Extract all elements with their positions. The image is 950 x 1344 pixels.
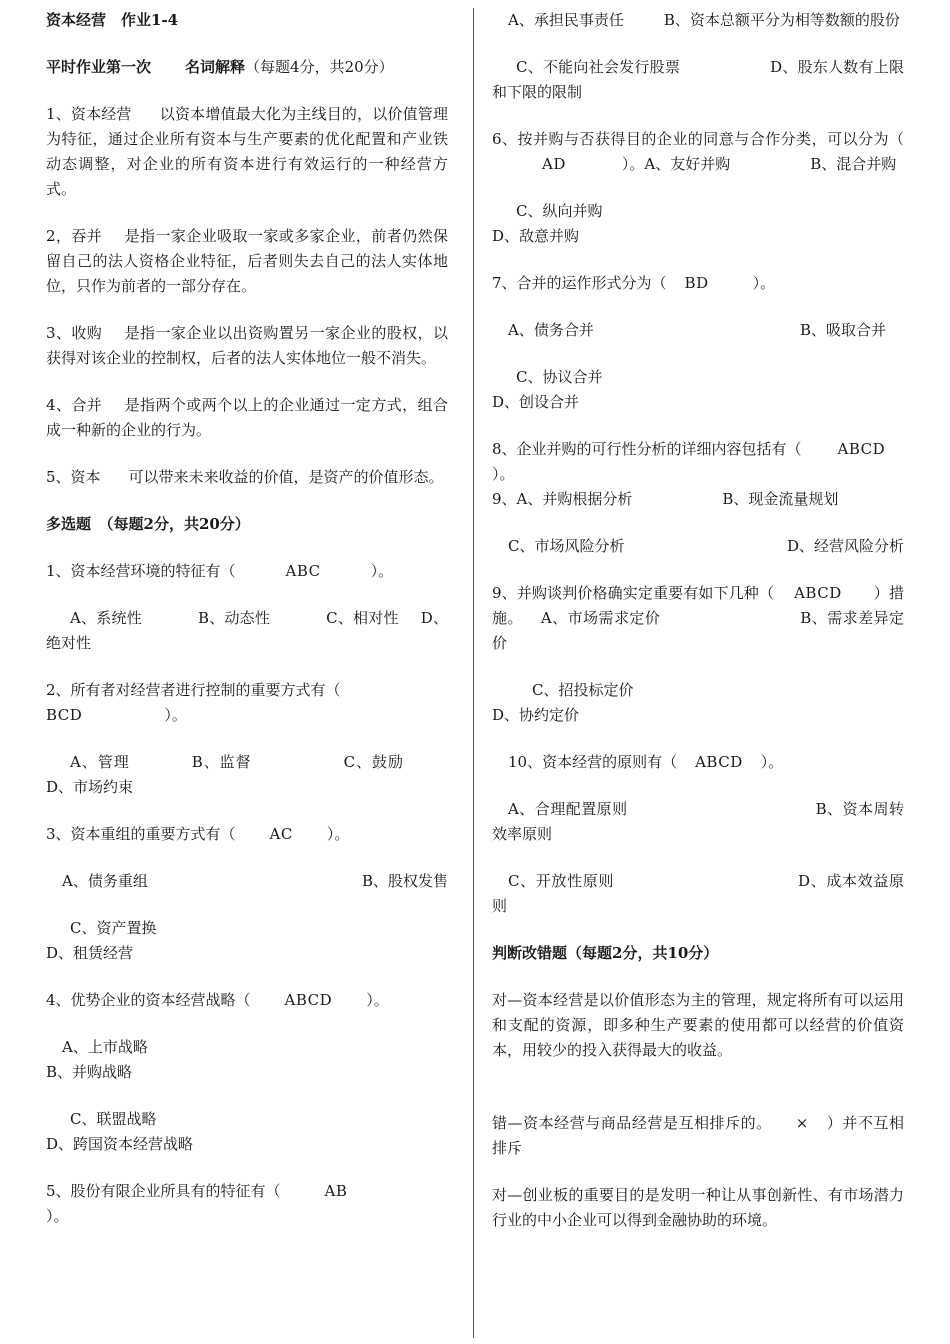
wrong-mark: ×: [795, 1114, 809, 1132]
question-1-options: A、系统性 B、动态性 C、相对性 D、绝对性: [46, 609, 448, 652]
judgment-3: 对—创业板的重要目的是发明一种让从事创新性、有市场潜力行业的中小企业可以得到金融协助的环境。: [492, 1186, 904, 1229]
definition-4: 4、合并 是指两个或两个以上的企业通过一定方式，组合成一种新的企业的行为。: [46, 396, 448, 439]
section2-heading: 多选题 （每题2分，共20分）: [46, 515, 250, 533]
left-column: [46, 8, 448, 1251]
question-4-options-ab: A、上市战略 B、并购战略: [46, 1038, 148, 1081]
question-8-options-cd: C、市场风险分析 D、经营风险分析: [508, 537, 904, 555]
question-9-options-cd: C、招投标定价 D、协约定价: [492, 681, 634, 724]
right-column: [492, 8, 904, 1255]
question-2-stem: 2、所有者对经营者进行控制的重要方式有（ BCD ）。: [46, 681, 341, 724]
answer-4: ABCD: [284, 991, 333, 1009]
question-4-stem: 4、优势企业的资本经营战略（ ABCD ）。: [46, 991, 389, 1009]
answer-8: ABCD: [837, 440, 886, 458]
question-7-options-ab: A、债务合并 B、吸取合并: [508, 321, 886, 339]
question-7-options-cd: C、协议合并 D、创设合并: [492, 368, 603, 411]
question-5-options-cd: C、不能向社会发行股票 D、股东人数有上限和下限的限制: [492, 58, 904, 101]
question-4-options-cd: C、联盟战略 D、跨国资本经营战略: [46, 1110, 194, 1153]
definition-1: 1、资本经营 以资本增值最大化为主线目的，以价值管理为特征，通过企业所有资本与生产要素的优化配置和产业铁动态调整，对企业的所有资本进行有效运行的一种经营方式。: [46, 105, 448, 198]
doc-title: 资本经营 作业1-4: [46, 11, 179, 29]
question-8-options-ab: 9、A、并购根据分析 B、现金流量规划: [492, 490, 839, 508]
answer-2: BCD: [46, 706, 83, 724]
answer-9: ABCD: [794, 584, 842, 602]
question-10-options-cd: C、开放性原则 D、成本效益原则: [492, 872, 904, 915]
section1-heading: 平时作业第一次 名词解释（每题4分，共20分）: [46, 58, 394, 76]
definition-3: 3、收购 是指一家企业以出资购置另一家企业的股权，以获得对该企业的控制权，后者的法人实体地位一般不消失。: [46, 324, 448, 367]
question-9: 9、并购谈判价格确实定重要有如下几种（ ABCD ）措施。 A、市场需求定价 B、需求差异定价: [492, 584, 904, 652]
question-5-stem: 5、股份有限企业所具有的特征有（ AB ）。: [46, 1182, 348, 1225]
question-3-stem: 3、资本重组的重要方式有（ AC ）。: [46, 825, 350, 843]
question-8: 8、企业并购的可行性分析的详细内容包括有（ ABCD ）。: [492, 440, 886, 483]
section3-heading: 判断改错题（每题2分，共10分）: [492, 944, 719, 962]
answer-5: AB: [324, 1182, 348, 1200]
column-divider: [473, 8, 474, 1338]
answer-6: AD: [542, 155, 566, 173]
answer-3: AC: [269, 825, 293, 843]
definition-5: 5、资本 可以带来未来收益的价值，是资产的价值形态。: [46, 468, 444, 486]
answer-7: BD: [684, 274, 709, 292]
question-5-options-ab: A、承担民事责任 B、资本总额平分为相等数额的股份: [508, 11, 900, 29]
definition-2: 2，吞并 是指一家企业吸取一家或多家企业，前者仍然保留自己的法人资格企业特征，后者则失去自己的法人实体地位，只作为前者的一部分存在。: [46, 227, 448, 295]
answer-10: ABCD: [695, 753, 743, 771]
judgment-1: 对—资本经营是以价值形态为主的管理，规定将所有可以运用和支配的资源，即多种生产要素的使用都可以经营的价值资本，用较少的投入获得最大的收益。: [492, 991, 904, 1059]
judgment-2: 错—资本经营与商品经营是互相排斥的。 × ）并不互相排斥: [492, 1114, 904, 1157]
question-3-options-ab: A、债务重组 B、股权发售: [62, 872, 448, 890]
question-3-options-cd: C、资产置换 D、租赁经营: [46, 919, 157, 962]
question-10-options-ab: A、合理配置原则 B、资本周转效率原则: [492, 800, 904, 843]
question-1-stem: 1、资本经营环境的特征有（ ABC ）。: [46, 562, 394, 580]
question-10-stem: 10、资本经营的原则有（ ABCD ）。: [508, 753, 784, 771]
question-2-options: A、管理 B、监督 C、鼓励D、市场约束: [46, 753, 404, 796]
question-6-options-cd: C、纵向并购 D、敌意并购: [492, 202, 603, 245]
question-6: 6、按并购与否获得目的企业的同意与合作分类，可以分为（AD ）。A、友好并购 B、混合并购: [492, 130, 904, 173]
question-7-stem: 7、合并的运作形式分为（ BD ）。: [492, 274, 776, 292]
answer-1: ABC: [285, 562, 321, 580]
